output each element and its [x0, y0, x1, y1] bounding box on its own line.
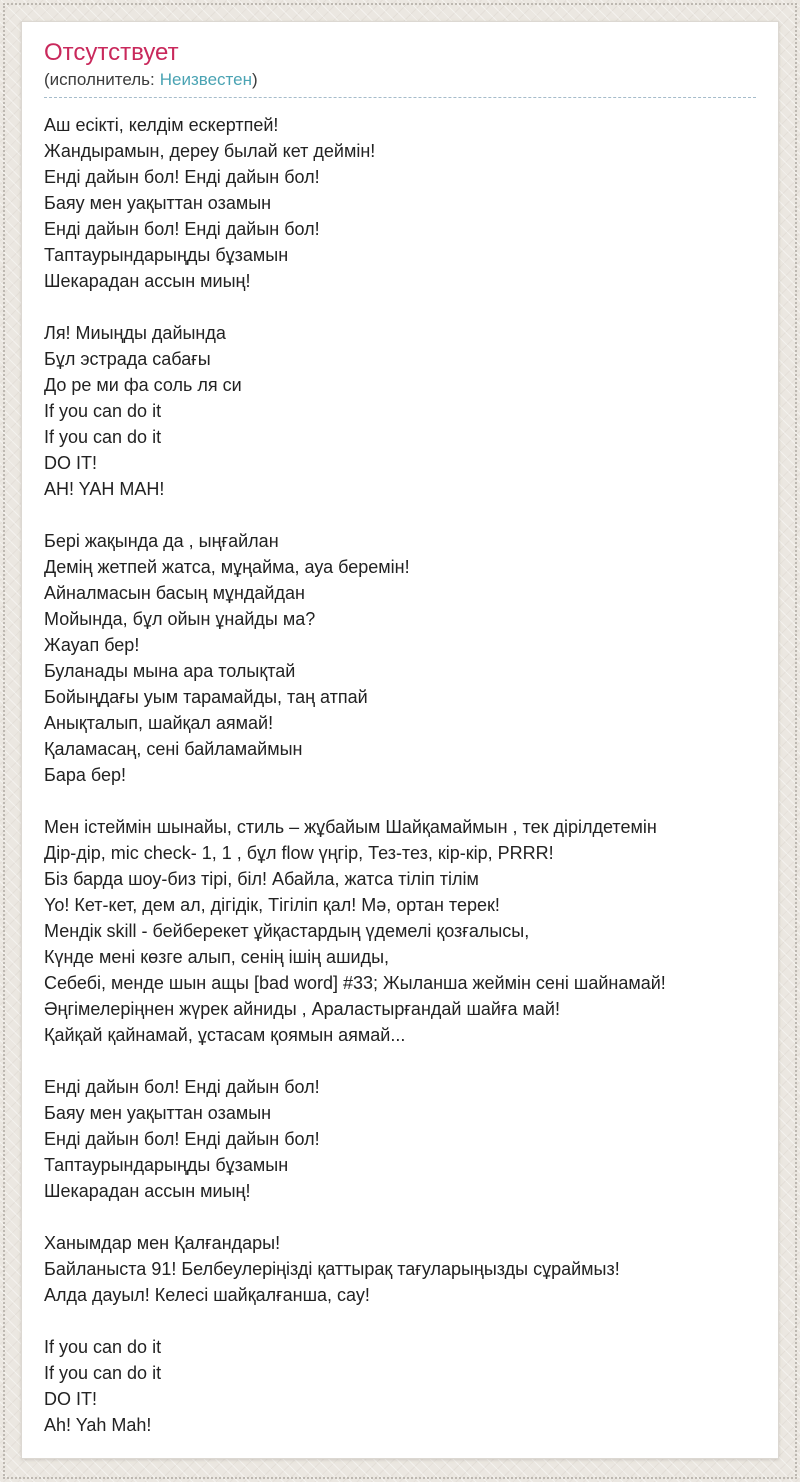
lyric-line: Енді дайын бол! Енді дайын бол!	[44, 1129, 320, 1149]
song-title: Отсутствует	[44, 39, 179, 66]
lyric-line: Мендік skill - бейберекет ұйқастардың үдемелі қозғалысы,	[44, 921, 530, 941]
lyric-line: Бері жақында да , ыңғайлан	[44, 531, 279, 551]
stanza	[44, 814, 756, 1048]
lyric-line: Әңгімелеріңнен жүрек айниды , Араластырғандай шайға май!	[44, 999, 560, 1019]
lyric-line: If you can do it	[44, 1363, 162, 1383]
lyric-line: Байланыста 91! Белбеулеріңізді қаттырақ тағуларыңызды сұраймыз!	[44, 1259, 620, 1279]
lyric-line: If you can do it	[44, 1337, 162, 1357]
lyric-line: До ре ми фа соль ля си	[44, 375, 242, 395]
lyric-line: Айналмасын басың мұндайдан	[44, 583, 305, 603]
lyric-line: Аш есікті, келдім ескертпей!	[44, 115, 279, 135]
lyric-line: Демің жетпей жатса, мұңайма, ауа беремін!	[44, 557, 410, 577]
lyrics-text	[22, 98, 778, 1458]
lyric-line: Таптаурындарыңды бұзамын	[44, 1155, 289, 1175]
artist-label: (исполнитель:	[44, 70, 155, 89]
lyric-line: DO IT!	[44, 1389, 97, 1409]
lyric-line: Бара бер!	[44, 765, 126, 785]
stanza	[44, 528, 756, 788]
lyric-line: If you can do it	[44, 401, 162, 421]
lyric-line: Қаламасаң, сені байламаймын	[44, 739, 303, 759]
lyric-line: Біз барда шоу-биз тірі, біл! Абайла, жатса тіліп тілім	[44, 869, 479, 889]
lyric-line: Ля! Миыңды дайында	[44, 323, 226, 343]
lyric-line: Мойында, бұл ойын ұнайды ма?	[44, 609, 316, 629]
artist-close-paren: )	[252, 70, 258, 89]
lyric-line: Шекарадан ассын миың!	[44, 1181, 251, 1201]
lyric-line: Анықталып, шайқал аямай!	[44, 713, 274, 733]
lyric-line: Бойыңдағы уым тарамайды, таң атпай	[44, 687, 368, 707]
lyric-line: Баяу мен уақыттан озамын	[44, 1103, 272, 1123]
lyric-line: AH! YAH MAH!	[44, 479, 165, 499]
lyric-line: Бұл эстрада сабағы	[44, 349, 211, 369]
lyric-line: Алда дауыл! Келесі шайқалғанша, сау!	[44, 1285, 370, 1305]
lyric-line: Жандырамын, дереу былай кет деймін!	[44, 141, 376, 161]
lyric-line: DO IT!	[44, 453, 97, 473]
stanza	[44, 112, 756, 294]
stanza	[44, 1074, 756, 1204]
lyrics-card	[21, 21, 779, 1459]
song-header	[44, 22, 756, 98]
artist-line	[44, 68, 756, 91]
lyric-line: Баяу мен уақыттан озамын	[44, 193, 272, 213]
lyric-line: Буланады мына ара толықтай	[44, 661, 296, 681]
lyric-line: Енді дайын бол! Енді дайын бол!	[44, 219, 320, 239]
lyric-line: Күнде мені көзге алып, сенің ішің ашиды,	[44, 947, 390, 967]
lyric-line: Шекарадан ассын миың!	[44, 271, 251, 291]
lyric-line: Ханымдар мен Қалғандары!	[44, 1233, 281, 1253]
lyric-line: Қайқай қайнамай, ұстасам қоямын аямай...	[44, 1025, 406, 1045]
stanza	[44, 1334, 756, 1438]
lyric-line: Мен істеймін шынайы, стиль – жұбайым Шайқамаймын , тек дірілдетемін	[44, 817, 657, 837]
stanza	[44, 320, 756, 502]
artist-link[interactable]: Неизвестен	[159, 70, 252, 89]
lyric-line: Таптаурындарыңды бұзамын	[44, 245, 289, 265]
lyric-line: Yo! Кет-кет, дем ал, дігідік, Тігіліп қал! Мә, ортан терек!	[44, 895, 500, 915]
lyric-line: Себебі, менде шын ащы [bad word] #33; Жыланша жеймін сені шайнамай!	[44, 973, 666, 993]
lyric-line: Енді дайын бол! Енді дайын бол!	[44, 1077, 320, 1097]
stanza	[44, 1230, 756, 1308]
lyric-line: Енді дайын бол! Енді дайын бол!	[44, 167, 320, 187]
lyric-line: Жауап бер!	[44, 635, 140, 655]
lyric-line: If you can do it	[44, 427, 162, 447]
lyric-line: Дір-дір, mic check- 1, 1 , бұл flow үңгір, Тез-тез, кір-кір, PRRR!	[44, 843, 554, 863]
lyric-line: Ah! Yah Mah!	[44, 1415, 152, 1435]
